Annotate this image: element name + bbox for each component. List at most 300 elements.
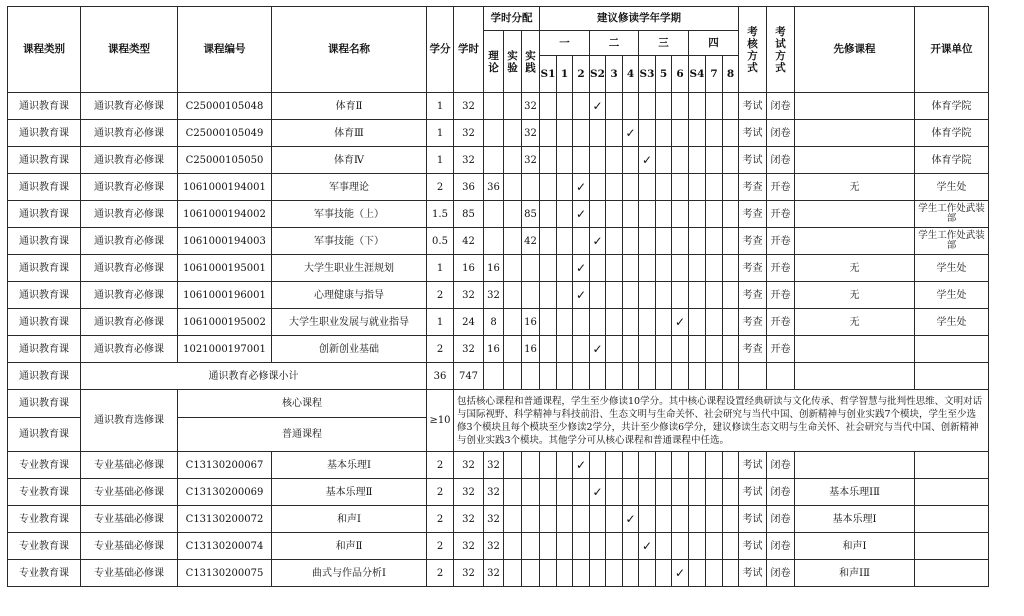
empty-cell xyxy=(723,363,739,390)
experiment-hours xyxy=(504,174,522,201)
theory-hours: 32 xyxy=(484,479,504,506)
semester-cell xyxy=(706,452,723,479)
subtotal-hours: 747 xyxy=(454,363,484,390)
practice-hours: 16 xyxy=(522,309,540,336)
empty-cell xyxy=(915,363,989,390)
semester-cell xyxy=(656,120,672,147)
course-name: 基本乐理Ⅱ xyxy=(272,479,427,506)
semester-cell xyxy=(606,336,623,363)
course-code: 1061000196001 xyxy=(178,282,272,309)
semester-cell xyxy=(672,174,689,201)
semester-cell xyxy=(723,147,739,174)
semester-cell xyxy=(656,282,672,309)
course-code: 1061000194001 xyxy=(178,174,272,201)
prerequisite: 和声Ⅰ xyxy=(795,533,915,560)
theory-hours xyxy=(484,228,504,255)
assessment-method: 考试 xyxy=(739,479,767,506)
course-name: 基本乐理Ⅰ xyxy=(272,452,427,479)
semester-header-cell: 4 xyxy=(623,56,639,93)
semester-cell xyxy=(706,309,723,336)
curriculum-table xyxy=(7,6,989,587)
semester-cell xyxy=(706,174,723,201)
header-credit: 学分 xyxy=(427,7,454,93)
course-hours: 32 xyxy=(454,282,484,309)
assessment-method: 考查 xyxy=(739,309,767,336)
semester-cell xyxy=(639,93,656,120)
semester-cell xyxy=(656,201,672,228)
course-code: 1061000194002 xyxy=(178,201,272,228)
semester-cell xyxy=(706,147,723,174)
semester-cell xyxy=(606,560,623,587)
semester-cell xyxy=(639,120,656,147)
department: 学生工作处武装部 xyxy=(915,201,989,228)
exam-mode: 开卷 xyxy=(767,255,795,282)
experiment-hours xyxy=(504,255,522,282)
semester-cell xyxy=(623,309,639,336)
course-name: 体育Ⅲ xyxy=(272,120,427,147)
header-hours-distribution: 学时分配 xyxy=(484,7,540,31)
semester-cell xyxy=(656,533,672,560)
semester-cell xyxy=(623,201,639,228)
course-credit: 2 xyxy=(427,479,454,506)
semester-cell xyxy=(656,452,672,479)
empty-cell xyxy=(795,363,915,390)
semester-header-cell: 3 xyxy=(606,56,623,93)
semester-cell xyxy=(623,336,639,363)
table-row xyxy=(8,201,989,228)
semester-cell xyxy=(689,147,706,174)
course-type: 专业基础必修课 xyxy=(81,533,178,560)
semester-check-icon: ✓ xyxy=(573,174,590,201)
semester-cell xyxy=(723,228,739,255)
semester-cell xyxy=(606,120,623,147)
semester-cell xyxy=(639,174,656,201)
department: 学生处 xyxy=(915,255,989,282)
semester-check-icon: ✓ xyxy=(623,506,639,533)
exam-mode: 闭卷 xyxy=(767,120,795,147)
semester-cell xyxy=(689,255,706,282)
course-credit: 1 xyxy=(427,255,454,282)
course-type: 通识教育必修课 xyxy=(81,201,178,228)
header-semester-plan: 建议修读学年学期 xyxy=(540,7,739,31)
course-credit: 2 xyxy=(427,282,454,309)
exam-mode: 开卷 xyxy=(767,282,795,309)
header-type: 课程类型 xyxy=(81,7,178,93)
practice-hours: 32 xyxy=(522,147,540,174)
header-department: 开课单位 xyxy=(915,7,989,93)
semester-cell xyxy=(656,255,672,282)
semester-cell xyxy=(540,147,557,174)
course-name: 和声Ⅰ xyxy=(272,506,427,533)
course-name: 军事技能（下） xyxy=(272,228,427,255)
practice-hours xyxy=(522,174,540,201)
empty-cell xyxy=(522,363,540,390)
semester-cell xyxy=(689,120,706,147)
course-type: 通识教育必修课 xyxy=(81,336,178,363)
course-name: 曲式与作品分析Ⅰ xyxy=(272,560,427,587)
semester-cell xyxy=(557,255,573,282)
course-hours: 16 xyxy=(454,255,484,282)
course-hours: 32 xyxy=(454,479,484,506)
empty-cell xyxy=(689,363,706,390)
table-row xyxy=(8,255,989,282)
semester-cell xyxy=(557,309,573,336)
department xyxy=(915,560,989,587)
course-credit: 2 xyxy=(427,560,454,587)
semester-header-cell: 5 xyxy=(656,56,672,93)
semester-cell xyxy=(590,282,606,309)
prerequisite xyxy=(795,120,915,147)
empty-cell xyxy=(706,363,723,390)
table-row xyxy=(8,506,989,533)
table-row xyxy=(8,282,989,309)
header-practice: 实践 xyxy=(522,31,540,93)
semester-cell xyxy=(590,506,606,533)
empty-cell xyxy=(504,363,522,390)
course-code: 1061000195002 xyxy=(178,309,272,336)
experiment-hours xyxy=(504,201,522,228)
course-type: 通识教育必修课 xyxy=(81,93,178,120)
semester-cell xyxy=(689,282,706,309)
prerequisite: 和声ⅠⅡ xyxy=(795,560,915,587)
semester-cell xyxy=(656,560,672,587)
semester-cell xyxy=(623,93,639,120)
semester-check-icon: ✓ xyxy=(573,201,590,228)
course-name: 大学生职业发展与就业指导 xyxy=(272,309,427,336)
course-type: 通识教育必修课 xyxy=(81,147,178,174)
semester-cell xyxy=(557,560,573,587)
course-category: 专业教育课 xyxy=(8,452,81,479)
course-type: 专业基础必修课 xyxy=(81,506,178,533)
exam-mode: 开卷 xyxy=(767,201,795,228)
table-row xyxy=(8,479,989,506)
semester-cell xyxy=(656,93,672,120)
semester-cell xyxy=(540,120,557,147)
semester-cell xyxy=(672,93,689,120)
course-category: 专业教育课 xyxy=(8,479,81,506)
semester-check-icon: ✓ xyxy=(639,147,656,174)
semester-cell xyxy=(540,506,557,533)
semester-header-cell: 8 xyxy=(723,56,739,93)
department xyxy=(915,506,989,533)
semester-cell xyxy=(573,120,590,147)
course-credit: 2 xyxy=(427,174,454,201)
course-credit: 1 xyxy=(427,120,454,147)
semester-check-icon: ✓ xyxy=(590,479,606,506)
semester-check-icon: ✓ xyxy=(672,560,689,587)
semester-cell xyxy=(706,201,723,228)
course-category: 通识教育课 xyxy=(8,336,81,363)
semester-cell xyxy=(590,452,606,479)
semester-cell xyxy=(540,174,557,201)
semester-cell xyxy=(689,336,706,363)
semester-cell xyxy=(540,309,557,336)
experiment-hours xyxy=(504,309,522,336)
semester-cell xyxy=(557,533,573,560)
department: 体育学院 xyxy=(915,93,989,120)
semester-cell xyxy=(623,147,639,174)
semester-cell xyxy=(573,228,590,255)
prerequisite xyxy=(795,452,915,479)
department xyxy=(915,479,989,506)
practice-hours: 32 xyxy=(522,93,540,120)
department: 体育学院 xyxy=(915,120,989,147)
course-credit: 2 xyxy=(427,336,454,363)
semester-cell xyxy=(557,506,573,533)
department xyxy=(915,452,989,479)
course-code: 1061000195001 xyxy=(178,255,272,282)
course-hours: 32 xyxy=(454,533,484,560)
semester-header-cell: 2 xyxy=(573,56,590,93)
empty-cell xyxy=(484,363,504,390)
department: 学生处 xyxy=(915,309,989,336)
table-row xyxy=(8,120,989,147)
course-type: 通识教育必修课 xyxy=(81,309,178,336)
semester-cell xyxy=(656,309,672,336)
course-category: 通识教育课 xyxy=(8,120,81,147)
semester-cell xyxy=(656,174,672,201)
assessment-method: 考试 xyxy=(739,533,767,560)
course-category: 通识教育课 xyxy=(8,309,81,336)
practice-hours: 16 xyxy=(522,336,540,363)
assessment-method: 考查 xyxy=(739,174,767,201)
experiment-hours xyxy=(504,452,522,479)
prerequisite xyxy=(795,228,915,255)
empty-cell xyxy=(739,363,767,390)
semester-cell xyxy=(723,479,739,506)
semester-header-cell: S4 xyxy=(689,56,706,93)
course-name: 体育Ⅳ xyxy=(272,147,427,174)
assessment-method: 考查 xyxy=(739,282,767,309)
semester-header-cell: S3 xyxy=(639,56,656,93)
empty-cell xyxy=(672,363,689,390)
semester-cell xyxy=(639,309,656,336)
header-year-4: 四 xyxy=(689,31,739,56)
semester-cell xyxy=(639,479,656,506)
course-name: 军事理论 xyxy=(272,174,427,201)
semester-cell xyxy=(557,174,573,201)
course-hours: 32 xyxy=(454,336,484,363)
semester-cell xyxy=(706,282,723,309)
course-code: C13130200069 xyxy=(178,479,272,506)
semester-cell xyxy=(590,147,606,174)
experiment-hours xyxy=(504,147,522,174)
subtotal-credit: 36 xyxy=(427,363,454,390)
semester-cell xyxy=(689,174,706,201)
semester-cell xyxy=(573,336,590,363)
semester-header-cell: S1 xyxy=(540,56,557,93)
empty-cell xyxy=(656,363,672,390)
course-type: 专业基础必修课 xyxy=(81,560,178,587)
experiment-hours xyxy=(504,479,522,506)
semester-cell xyxy=(639,255,656,282)
semester-cell xyxy=(672,282,689,309)
exam-mode: 闭卷 xyxy=(767,533,795,560)
course-hours: 32 xyxy=(454,560,484,587)
course-credit: 1 xyxy=(427,147,454,174)
course-type: 专业基础必修课 xyxy=(81,452,178,479)
subtotal-row xyxy=(8,363,989,390)
course-type: 通识教育必修课 xyxy=(81,282,178,309)
theory-hours: 32 xyxy=(484,560,504,587)
semester-cell xyxy=(573,560,590,587)
prerequisite xyxy=(795,336,915,363)
elective-row-core xyxy=(8,390,989,418)
course-category: 通识教育课 xyxy=(8,390,81,418)
semester-check-icon: ✓ xyxy=(590,336,606,363)
semester-cell xyxy=(672,533,689,560)
exam-mode: 开卷 xyxy=(767,174,795,201)
semester-cell xyxy=(606,479,623,506)
course-code: C13130200074 xyxy=(178,533,272,560)
semester-cell xyxy=(706,336,723,363)
theory-hours: 32 xyxy=(484,282,504,309)
course-type: 专业基础必修课 xyxy=(81,479,178,506)
semester-cell xyxy=(723,174,739,201)
practice-hours xyxy=(522,255,540,282)
semester-cell xyxy=(623,255,639,282)
prerequisite xyxy=(795,93,915,120)
exam-mode: 闭卷 xyxy=(767,93,795,120)
semester-check-icon: ✓ xyxy=(672,309,689,336)
semester-cell xyxy=(590,309,606,336)
table-row xyxy=(8,560,989,587)
empty-cell xyxy=(623,363,639,390)
prerequisite: 无 xyxy=(795,309,915,336)
semester-header-cell: 7 xyxy=(706,56,723,93)
department xyxy=(915,533,989,560)
semester-cell xyxy=(639,452,656,479)
semester-cell xyxy=(706,228,723,255)
course-type: 通识教育必修课 xyxy=(81,174,178,201)
semester-cell xyxy=(557,228,573,255)
course-code: C25000105049 xyxy=(178,120,272,147)
semester-cell xyxy=(606,309,623,336)
semester-cell xyxy=(590,201,606,228)
semester-cell xyxy=(639,506,656,533)
semester-cell xyxy=(540,452,557,479)
semester-cell xyxy=(672,255,689,282)
experiment-hours xyxy=(504,120,522,147)
course-name: 和声Ⅱ xyxy=(272,533,427,560)
semester-cell xyxy=(672,452,689,479)
exam-mode: 开卷 xyxy=(767,336,795,363)
semester-cell xyxy=(623,174,639,201)
assessment-method: 考试 xyxy=(739,147,767,174)
semester-cell xyxy=(606,452,623,479)
semester-cell xyxy=(656,336,672,363)
table-row xyxy=(8,147,989,174)
exam-mode: 开卷 xyxy=(767,228,795,255)
course-hours: 42 xyxy=(454,228,484,255)
empty-cell xyxy=(590,363,606,390)
elective-general: 普通课程 xyxy=(178,418,427,452)
practice-hours: 85 xyxy=(522,201,540,228)
semester-cell xyxy=(639,282,656,309)
assessment-method: 考试 xyxy=(739,93,767,120)
department: 学生工作处武装部 xyxy=(915,228,989,255)
course-code: C25000105048 xyxy=(178,93,272,120)
course-category: 通识教育课 xyxy=(8,363,81,390)
course-hours: 32 xyxy=(454,506,484,533)
course-category: 通识教育课 xyxy=(8,174,81,201)
semester-cell xyxy=(656,228,672,255)
assessment-method: 考查 xyxy=(739,228,767,255)
semester-cell xyxy=(706,479,723,506)
semester-cell xyxy=(606,93,623,120)
course-name: 大学生职业生涯规划 xyxy=(272,255,427,282)
semester-cell xyxy=(623,560,639,587)
header-category: 课程类别 xyxy=(8,7,81,93)
course-name: 创新创业基础 xyxy=(272,336,427,363)
practice-hours: 42 xyxy=(522,228,540,255)
course-credit: 2 xyxy=(427,452,454,479)
department: 学生处 xyxy=(915,282,989,309)
semester-cell xyxy=(606,228,623,255)
semester-check-icon: ✓ xyxy=(573,452,590,479)
course-hours: 85 xyxy=(454,201,484,228)
theory-hours: 32 xyxy=(484,452,504,479)
prerequisite xyxy=(795,147,915,174)
course-category: 专业教育课 xyxy=(8,560,81,587)
course-code: 1061000194003 xyxy=(178,228,272,255)
semester-cell xyxy=(557,120,573,147)
course-category: 通识教育课 xyxy=(8,255,81,282)
semester-cell xyxy=(540,93,557,120)
semester-cell xyxy=(672,336,689,363)
theory-hours xyxy=(484,93,504,120)
assessment-method: 考查 xyxy=(739,336,767,363)
course-name: 体育Ⅱ xyxy=(272,93,427,120)
practice-hours xyxy=(522,452,540,479)
semester-cell xyxy=(723,452,739,479)
semester-cell xyxy=(540,479,557,506)
semester-header-cell: 6 xyxy=(672,56,689,93)
semester-cell xyxy=(623,228,639,255)
semester-cell xyxy=(689,533,706,560)
exam-mode: 闭卷 xyxy=(767,560,795,587)
semester-cell xyxy=(656,147,672,174)
course-hours: 24 xyxy=(454,309,484,336)
table-row xyxy=(8,228,989,255)
header-year-3: 三 xyxy=(639,31,689,56)
header-hours: 学时 xyxy=(454,7,484,93)
empty-cell xyxy=(767,363,795,390)
semester-cell xyxy=(590,533,606,560)
semester-cell xyxy=(672,147,689,174)
semester-cell xyxy=(606,506,623,533)
semester-check-icon: ✓ xyxy=(623,120,639,147)
semester-cell xyxy=(672,506,689,533)
course-code: C13130200067 xyxy=(178,452,272,479)
table-body xyxy=(8,93,989,587)
semester-cell xyxy=(590,560,606,587)
semester-cell xyxy=(689,309,706,336)
elective-note: 包括核心课程和普通课程，学生至少修读10学分。其中核心课程设置经典研读与文化传承、哲学智慧与批判性思维、文明对话与国际视野、科学精神与科技前沿、生态文明与生命关怀、社会研究与当代中国、创新精神与创业实践7个模块，学生至少选修3个模块且每个模块至少修读2学分，共计至少修读6学分，建议修读生态文明与生命关怀、社会研究与当代中国、创新精神与创业实践3个模块。其他学分可从核心课程和普通课程中任选。 xyxy=(454,390,989,452)
prerequisite: 基本乐理ⅠⅡ xyxy=(795,479,915,506)
theory-hours: 16 xyxy=(484,336,504,363)
table-header xyxy=(8,7,989,93)
semester-cell xyxy=(623,452,639,479)
semester-cell xyxy=(672,228,689,255)
semester-cell xyxy=(540,336,557,363)
theory-hours xyxy=(484,201,504,228)
course-category: 通识教育课 xyxy=(8,201,81,228)
course-code: C13130200072 xyxy=(178,506,272,533)
course-credit: 0.5 xyxy=(427,228,454,255)
semester-cell xyxy=(656,479,672,506)
experiment-hours xyxy=(504,282,522,309)
